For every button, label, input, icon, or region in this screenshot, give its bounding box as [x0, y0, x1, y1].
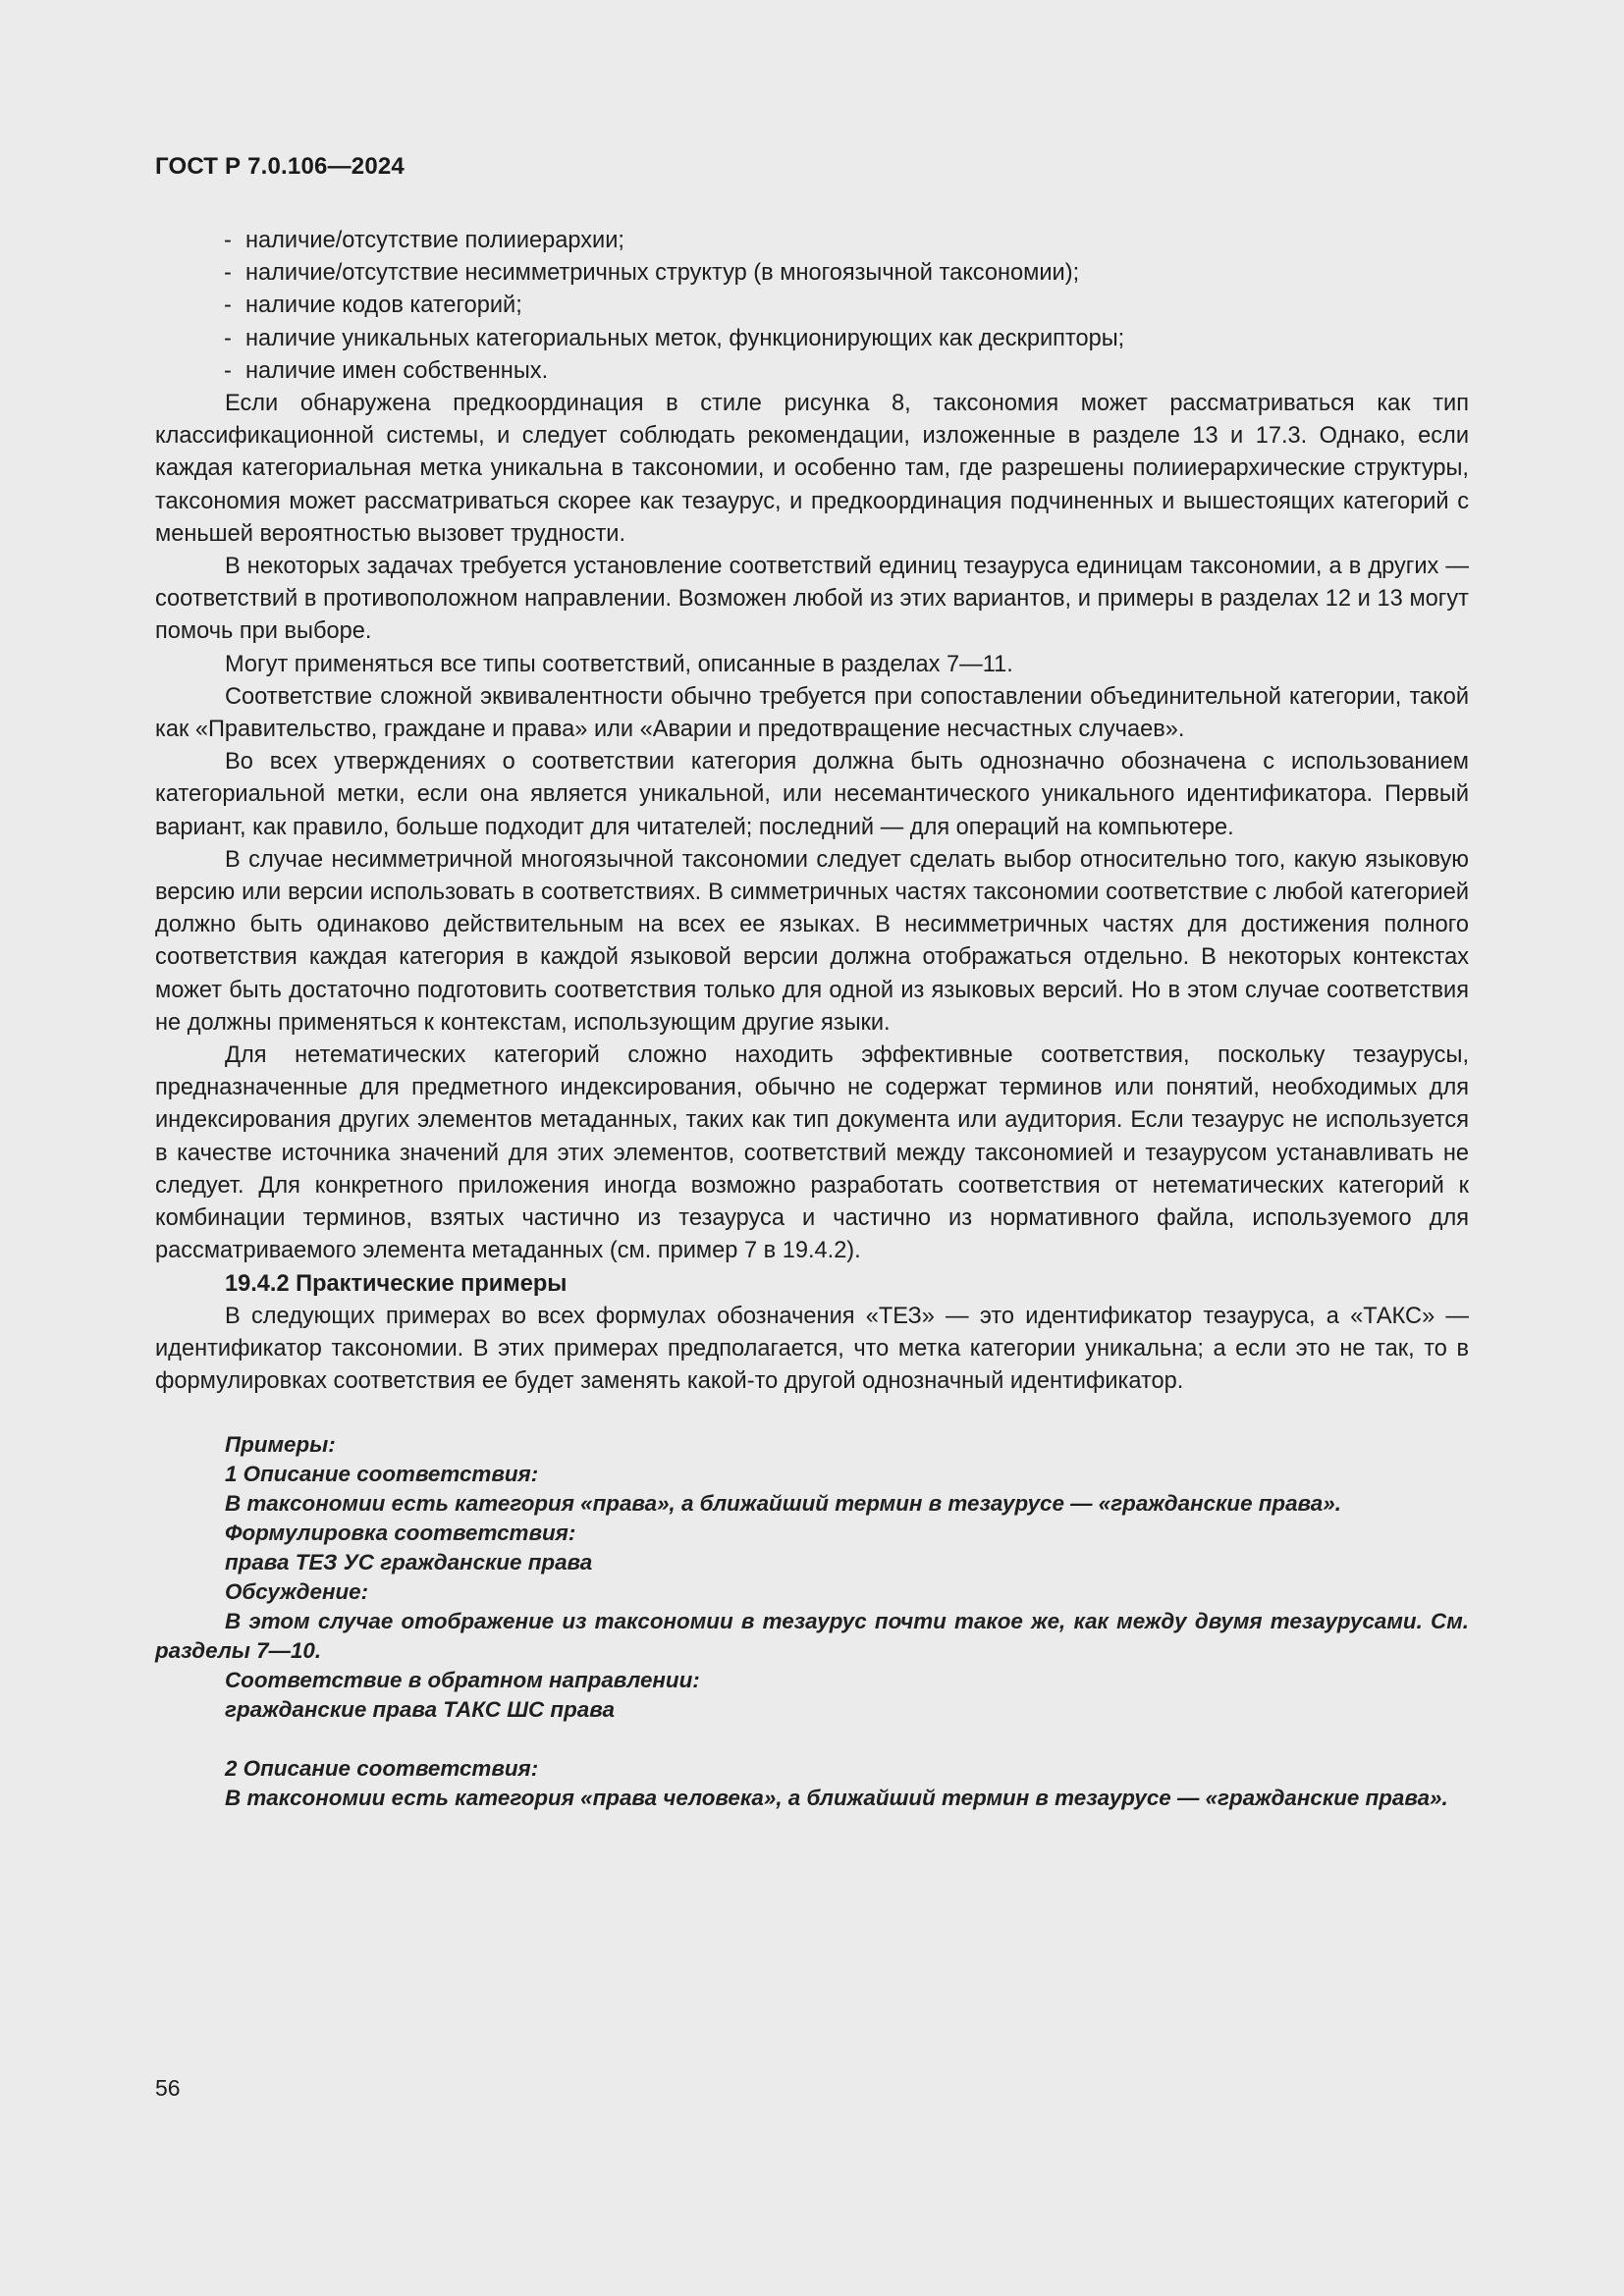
example-heading: 1 Описание соответствия: — [225, 1462, 539, 1487]
list-item: - наличие имен собственных. — [155, 355, 1469, 388]
list-item: - наличие/отсутствие полииерархии; — [155, 225, 1469, 257]
dash-marker: - — [224, 357, 232, 384]
paragraph: Во всех утверждениях о соответствии категория должна быть однозначно обозначена с использованием категориальной метки, если она является уникальной, или несемантического уникального идентификатора. Первый вариант, как правило, больше подходит для читателей; последний — для операций на компьютере. — [155, 749, 1469, 840]
paragraph: В некоторых задачах требуется установление соответствий единиц тезауруса единицам таксономии, а в других — соответствий в противоположном направлении. Возможен любой из этих вариантов, и примеры в разделах 12 и 13 могут помочь при выборе. — [155, 554, 1469, 645]
paragraph: Могут применяться все типы соответствий, описанные в разделах 7—11. — [225, 651, 1013, 677]
examples-block — [155, 1430, 1469, 1813]
example-description: В таксономии есть категория «права человека», а ближайший термин в тезаурусе — «гражданские права». — [225, 1786, 1448, 1811]
section-subheading: 19.4.2 Практические примеры — [225, 1270, 568, 1297]
feature-list — [155, 225, 1469, 388]
paragraph: Если обнаружена предкоординация в стиле рисунка 8, таксономия может рассматриваться как тип классификационной системы, и следует соблюдать рекомендации, изложенные в разделе 13 и 17.3. Однако, если каждая категориальная метка уникальна в таксономии, и особенно там, где разрешены полииерархические структуры, таксономия может рассматриваться скорее как тезаурус, и предкоординация подчиненных и вышестоящих категорий с меньшей вероятностью вызовет трудности. — [155, 391, 1469, 547]
dash-marker: - — [224, 260, 232, 287]
page-number: 56 — [155, 2075, 181, 2101]
example-discussion: В этом случае отображение из таксономии в тезаурус почти такое же, как между двумя тезаурусами. См. разделы 7—10. — [155, 1609, 1469, 1664]
paragraph: В случае несимметричной многоязычной таксономии следует сделать выбор относительно того, какую языковую версию или версии использовать в соответствиях. В симметричных частях таксономии соответствие с любой категорией должно быть одинаково действительным на всех ее языках. В несимметричных частях для достижения полного соответствия каждая категория в каждой языковой версии должна отображаться отдельно. В некоторых контекстах может быть достаточно подготовить соответствия только для одной из языковых версий. Но в этом случае соответствия не должны применяться к контекстам, использующим другие языки. — [155, 846, 1469, 1036]
list-item: - наличие кодов категорий; — [155, 290, 1469, 322]
list-item: - наличие уникальных категориальных меток, функционирующих как дескрипторы; — [155, 323, 1469, 355]
list-item: - наличие/отсутствие несимметричных структур (в многоязычной таксономии); — [155, 257, 1469, 290]
dash-marker: - — [224, 228, 232, 253]
example-formula: гражданские права ТАКС ШС права — [225, 1697, 615, 1723]
dash-marker: - — [224, 325, 232, 351]
spacer — [155, 1725, 1469, 1754]
example-formula: права ТЕЗ УС гражданские права — [225, 1550, 593, 1575]
example-heading: 2 Описание соответствия: — [225, 1756, 539, 1782]
example-label: Соответствие в обратном направлении: — [225, 1668, 700, 1693]
paragraph: Для нетематических категорий сложно находить эффективные соответствия, поскольку тезаурусы, предназначенные для предметного индексирования, обычно не содержат терминов или понятий, необходимых для индексирования других элементов метаданных, таких как тип документа или аудитория. Если тезаурус не используется в качестве источника значений для этих элементов, соответствий между таксономией и тезаурусом устанавливать не следует. Для конкретного приложения иногда возможно разработать соответствия от нетематических категорий к комбинации терминов, взятых частично из тезауруса и частично из нормативного файла, используемого для рассматриваемого элемента метаданных (см. пример 7 в 19.4.2). — [155, 1042, 1469, 1264]
examples-title: Примеры: — [225, 1432, 336, 1458]
example-label: Обсуждение: — [225, 1579, 369, 1605]
dash-marker: - — [224, 293, 232, 319]
paragraph: Соответствие сложной эквивалентности обычно требуется при сопоставлении объединительной категории, такой как «Правительство, граждане и права» или «Аварии и предотвращение несчастных случаев». — [155, 683, 1469, 743]
paragraph: В следующих примерах во всех формулах обозначения «ТЕЗ» — это идентификатор тезауруса, а «ТАКС» — идентификатор таксономии. В этих примерах предполагается, что метка категории уникальна; а если это не так, то в формулировках соответствия ее будет заменять какой-то другой однозначный идентификатор. — [155, 1303, 1469, 1395]
example-description: В таксономии есть категория «права», а ближайший термин в тезаурусе — «гражданские права». — [225, 1491, 1341, 1517]
example-label: Формулировка соответствия: — [225, 1521, 576, 1546]
document-header: ГОСТ Р 7.0.106—2024 — [155, 153, 405, 180]
main-text — [155, 225, 1469, 1813]
